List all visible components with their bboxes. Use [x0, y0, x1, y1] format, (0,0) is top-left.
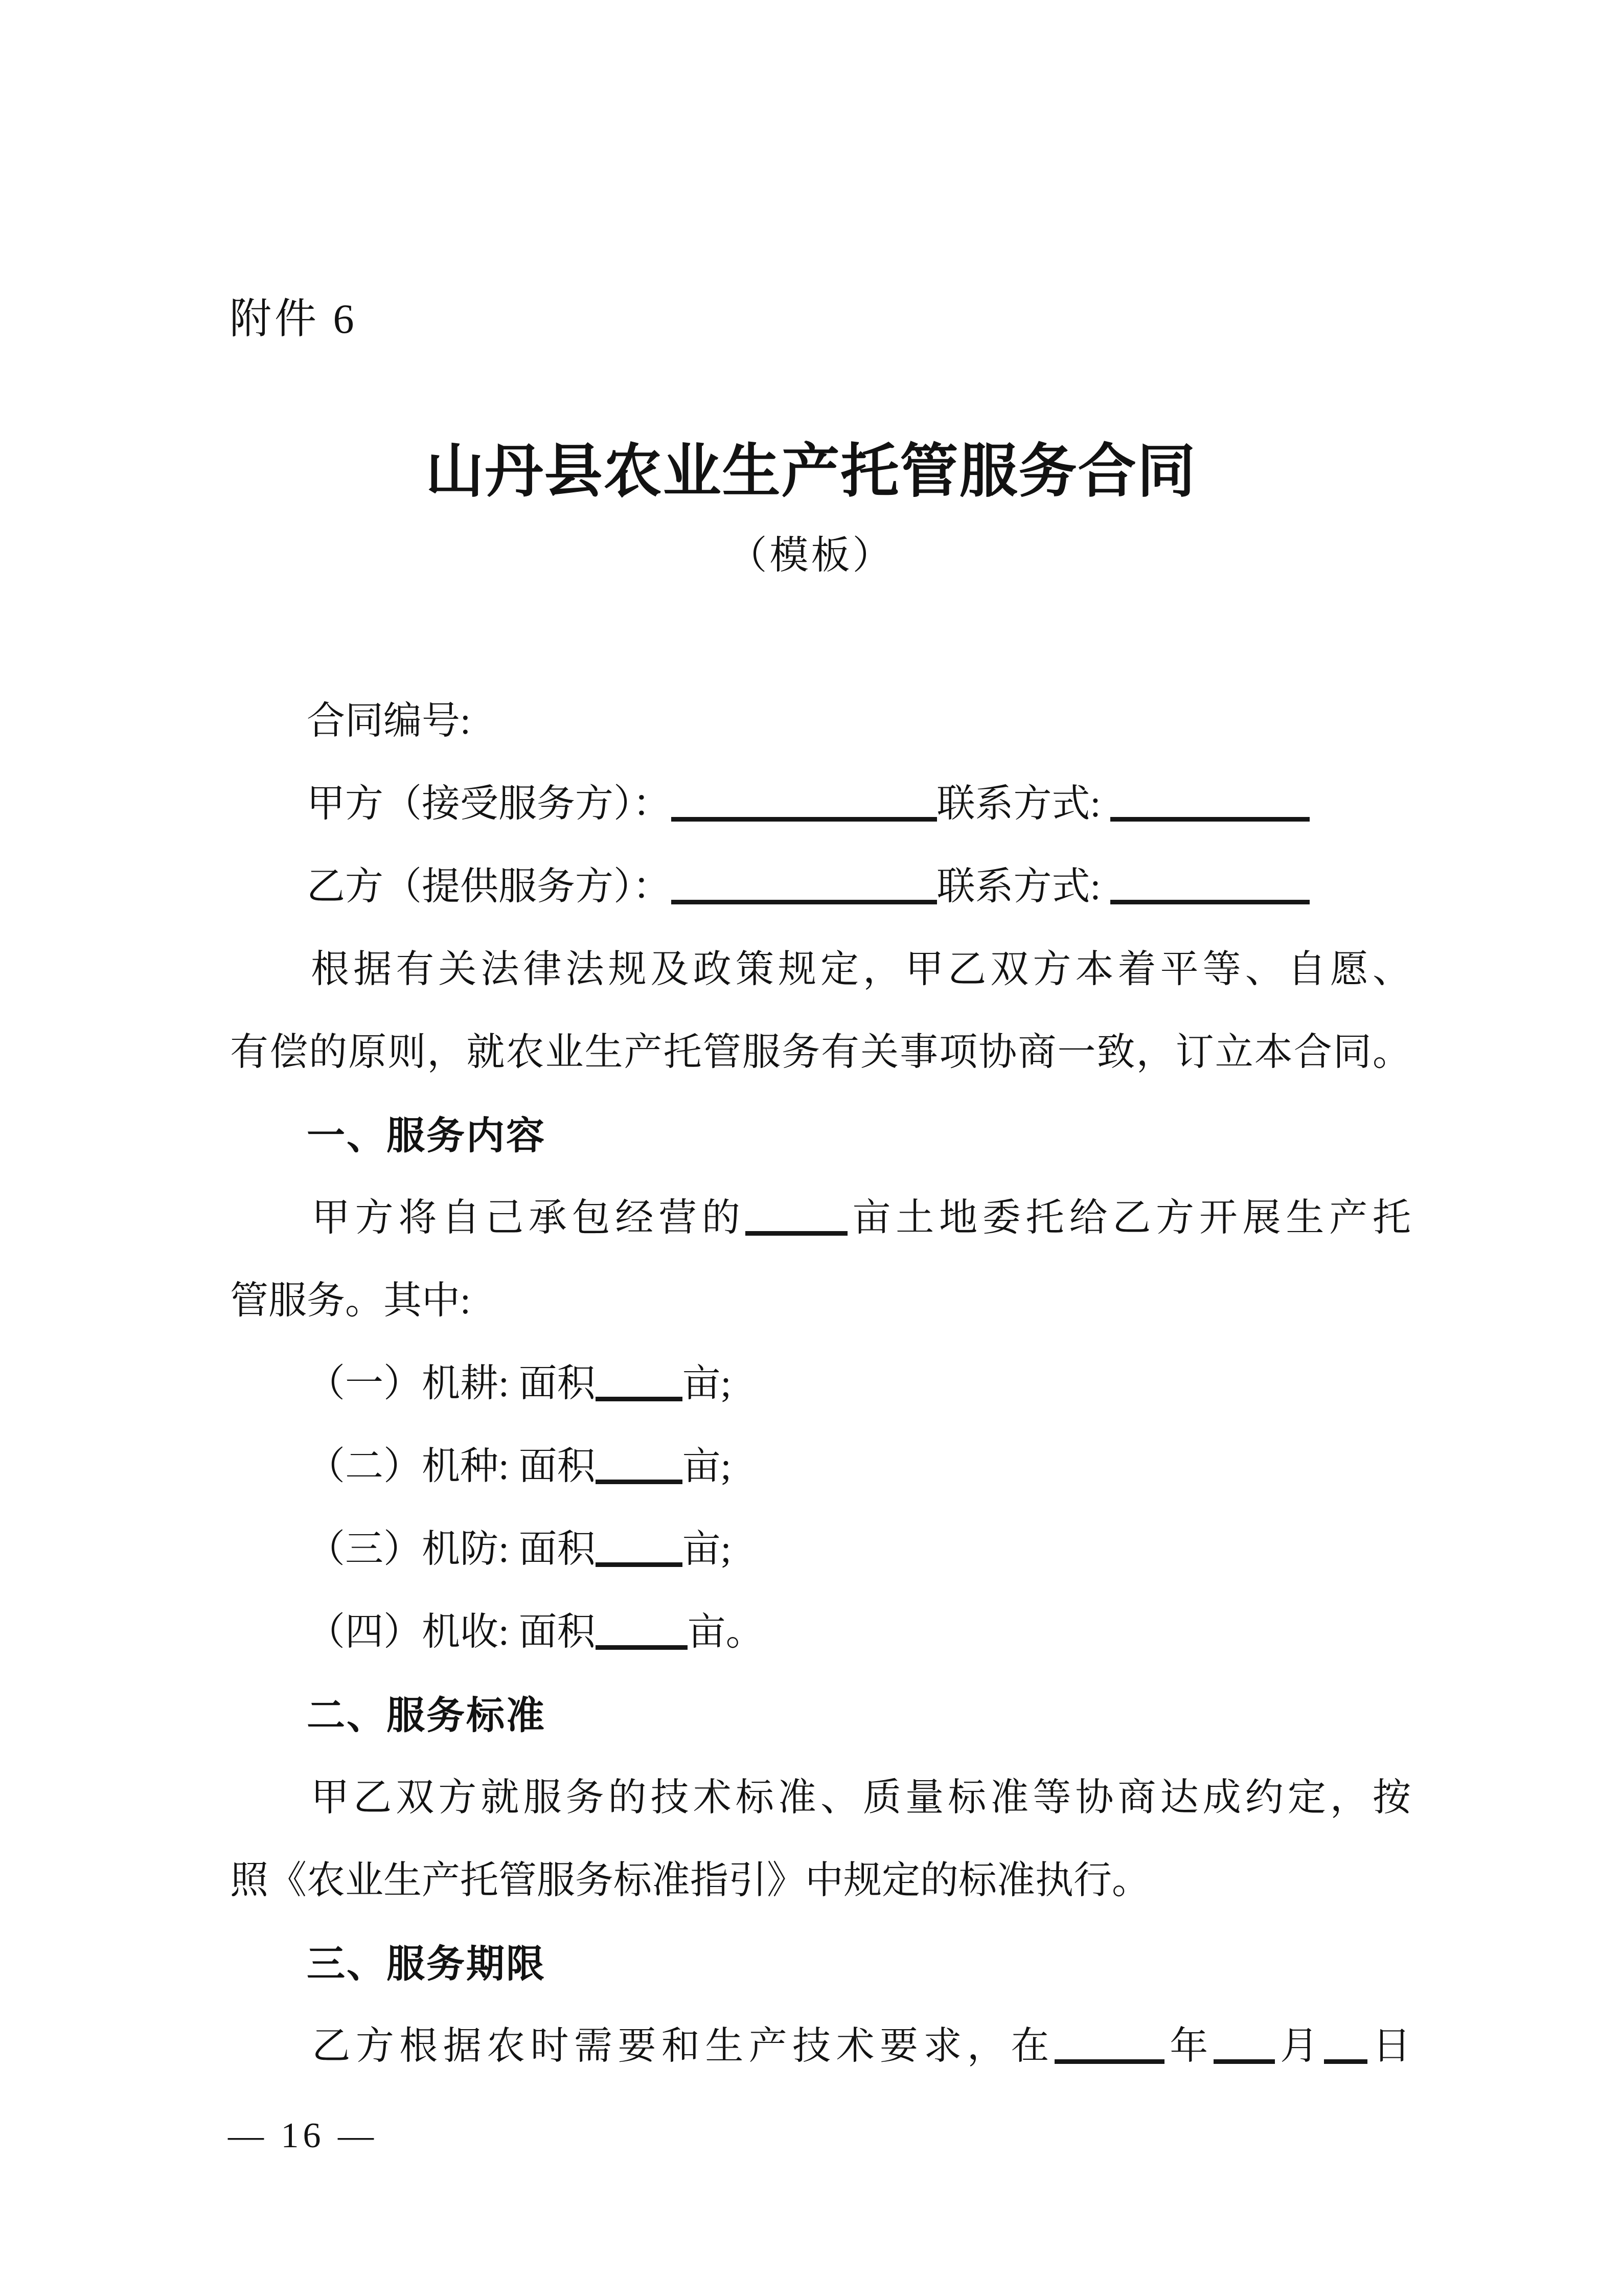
line-text: 乙方（提供服务方）：	[307, 866, 671, 908]
line-text: 年	[1164, 2025, 1214, 2067]
document-subtitle: （模板）	[728, 534, 894, 577]
text-line	[230, 1591, 1411, 1674]
text-line	[230, 1177, 1411, 1260]
line-text: 亩土地委托给乙方开展生产托	[847, 1197, 1411, 1239]
section-heading	[230, 1094, 1411, 1177]
line-text: （一）机耕: 面积	[307, 1362, 596, 1405]
line-text: 照《农业生产托管服务标准指引》中规定的标准执行。	[230, 1859, 1151, 1902]
page-number: — 16 —	[228, 2116, 378, 2155]
text-line	[230, 1260, 1411, 1343]
line-text: 联系方式:	[936, 783, 1111, 825]
document-title: 山丹县农业生产托管服务合同	[425, 439, 1197, 504]
line-text: 三、服务期限	[307, 1942, 546, 1985]
blank-underline-field	[596, 1533, 682, 1567]
blank-underline-field	[596, 1367, 682, 1401]
line-text: 根据有关法律法规及政策规定，甲乙双方本着平等、自愿、	[307, 948, 1411, 991]
line-text: 一、服务内容	[307, 1114, 546, 1157]
line-text: 亩;	[682, 1362, 732, 1405]
line-text: 日	[1367, 2025, 1411, 2067]
text-line	[230, 846, 1411, 928]
text-line	[230, 928, 1411, 1011]
text-line	[230, 1839, 1411, 1922]
line-text: 合同编号:	[307, 700, 471, 742]
blank-underline-field	[596, 1450, 682, 1484]
blank-underline-field	[1324, 2030, 1367, 2064]
line-text: 亩;	[682, 1528, 732, 1571]
text-line	[230, 1757, 1411, 1839]
text-line	[230, 2005, 1411, 2088]
text-line	[230, 1508, 1411, 1591]
line-text: （二）机种: 面积	[307, 1445, 596, 1488]
line-text: 有偿的原则，就农业生产托管服务有关事项协商一致，订立本合同。	[230, 1031, 1411, 1074]
line-text: 甲乙双方就服务的技术标准、质量标准等协商达成约定，按	[307, 1777, 1411, 1819]
text-line	[230, 763, 1411, 846]
blank-underline-field	[745, 1201, 848, 1236]
blank-underline-field	[1110, 787, 1310, 822]
blank-underline-field	[1055, 2030, 1164, 2064]
line-text: 月	[1274, 2025, 1324, 2067]
blank-underline-field	[671, 787, 937, 822]
text-line	[230, 1011, 1411, 1094]
blank-underline-field	[1214, 2030, 1275, 2064]
line-text: 二、服务标准	[307, 1694, 546, 1737]
line-text: 亩。	[687, 1611, 764, 1653]
text-line	[230, 680, 1411, 763]
text-line	[230, 1425, 1411, 1508]
line-text: 乙方根据农时需要和生产技术要求，在	[307, 2025, 1055, 2067]
line-text: 甲方（接受服务方）：	[307, 783, 671, 825]
line-text: （四）机收: 面积	[307, 1611, 596, 1653]
blank-underline-field	[1110, 870, 1310, 904]
section-heading	[230, 1674, 1411, 1757]
text-line	[230, 1343, 1411, 1425]
line-text: 亩;	[682, 1445, 732, 1488]
section-heading	[230, 1922, 1411, 2005]
blank-underline-field	[671, 870, 937, 904]
line-text: 联系方式:	[936, 866, 1111, 908]
line-text: 甲方将自己承包经营的	[307, 1197, 745, 1239]
document-body	[230, 680, 1411, 2088]
line-text: 管服务。其中:	[230, 1280, 471, 1322]
attachment-label: 附件 6	[230, 295, 357, 342]
line-text: （三）机防: 面积	[307, 1528, 596, 1571]
blank-underline-field	[596, 1616, 688, 1650]
